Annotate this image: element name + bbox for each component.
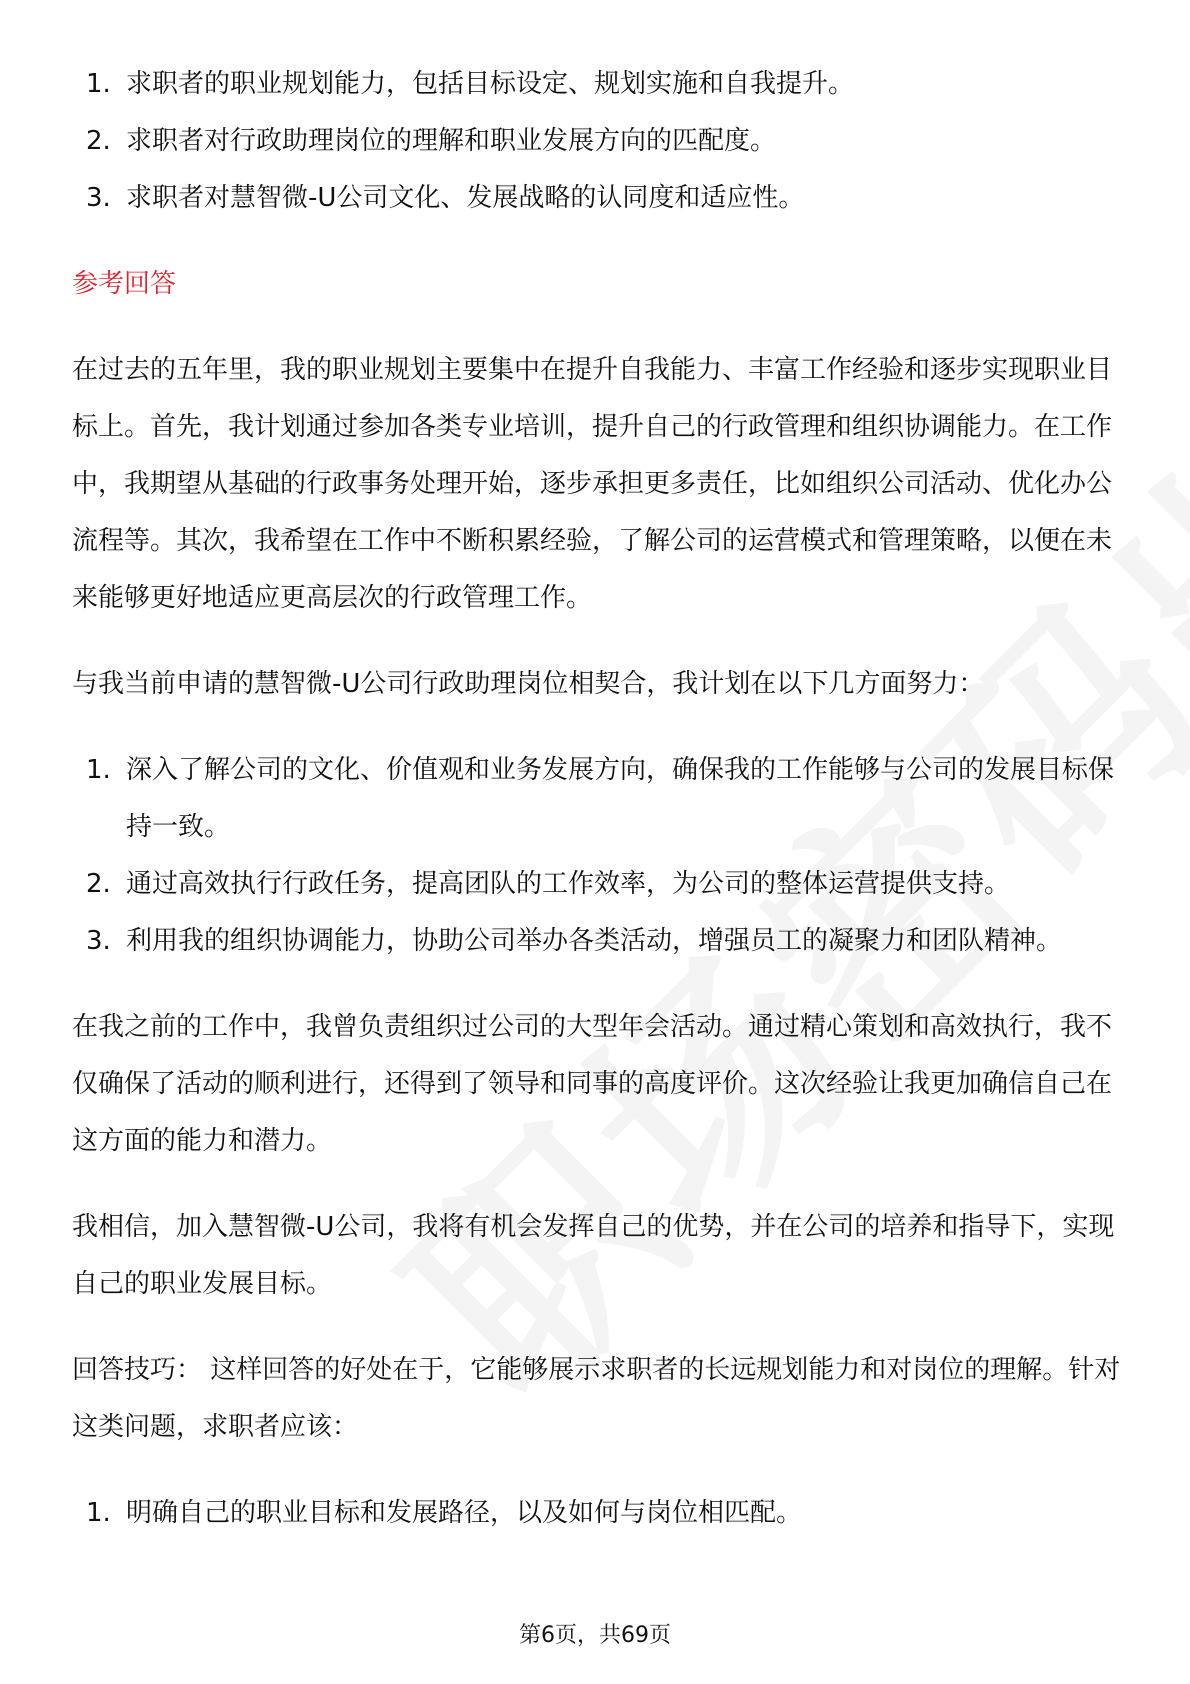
list-item-number: 2. bbox=[86, 126, 111, 156]
list-item bbox=[72, 742, 1122, 856]
page-number: 第6页，共69页 bbox=[519, 1623, 671, 1648]
list-item bbox=[72, 113, 1122, 170]
list-item bbox=[72, 856, 1122, 913]
answer-paragraph-1: 在过去的五年里，我的职业规划主要集中在提升自我能力、丰富工作经验和逐步实现职业目标上。首先，我计划通过参加各类专业培训，提升自己的行政管理和组织协调能力。在工作中，我期望从基础的行政事务处理开始，逐步承担更多责任，比如组织公司活动、优化办公流程等。其次，我希望在工作中不断积累经验，了解公司的运营模式和管理策略，以便在未来能够更好地适应更高层次的行政管理工作。 bbox=[72, 355, 1113, 613]
focus-points-list bbox=[72, 56, 1122, 227]
list-item bbox=[72, 56, 1122, 113]
answer-paragraph-4: 我相信，加入慧智微-U公司，我将有机会发挥自己的优势，并在公司的培养和指导下，实现自己的职业发展目标。 bbox=[72, 1212, 1115, 1299]
list-item-number: 1. bbox=[86, 69, 111, 99]
list-item bbox=[72, 913, 1122, 970]
answer-paragraph-3: 在我之前的工作中，我曾负责组织过公司的大型年会活动。通过精心策划和高效执行，我不仅确保了活动的顺利进行，还得到了领导和同事的高度评价。这次经验让我更加确信自己在这方面的能力和潜力。 bbox=[72, 1012, 1113, 1156]
tips-list bbox=[72, 1485, 1122, 1542]
list-item-number: 2. bbox=[86, 869, 111, 899]
answer-paragraph-2: 与我当前申请的慧智微-U公司行政助理岗位相契合，我计划在以下几方面努力： bbox=[72, 669, 985, 699]
section-heading: 参考回答 bbox=[72, 269, 177, 299]
list-item-text: 通过高效执行行政任务，提高团队的工作效率，为公司的整体运营提供支持。 bbox=[126, 869, 1011, 899]
list-item bbox=[72, 1485, 1122, 1542]
list-item-text: 求职者对慧智微-U公司文化、发展战略的认同度和适应性。 bbox=[126, 183, 805, 213]
list-item-number: 1. bbox=[86, 755, 111, 785]
answer-tips-paragraph: 回答技巧： 这样回答的好处在于，它能够展示求职者的长远规划能力和对岗位的理解。针对这类问题，求职者应该： bbox=[72, 1355, 1121, 1442]
list-item-text: 求职者对行政助理岗位的理解和职业发展方向的匹配度。 bbox=[126, 126, 777, 156]
list-item-number: 3. bbox=[86, 926, 111, 956]
list-item-text: 明确自己的职业目标和发展路径，以及如何与岗位相匹配。 bbox=[126, 1498, 803, 1528]
list-item-number: 3. bbox=[86, 183, 111, 213]
list-item-text: 利用我的组织协调能力，协助公司举办各类活动，增强员工的凝聚力和团队精神。 bbox=[126, 926, 1063, 956]
list-item-text: 深入了解公司的文化、价值观和业务发展方向，确保我的工作能够与公司的发展目标保持一致。 bbox=[126, 755, 1115, 842]
list-item bbox=[72, 170, 1122, 227]
document-body bbox=[72, 56, 1122, 1542]
list-item-number: 1. bbox=[86, 1498, 111, 1528]
list-item-text: 求职者的职业规划能力，包括目标设定、规划实施和自我提升。 bbox=[126, 69, 855, 99]
plan-list bbox=[72, 742, 1122, 970]
